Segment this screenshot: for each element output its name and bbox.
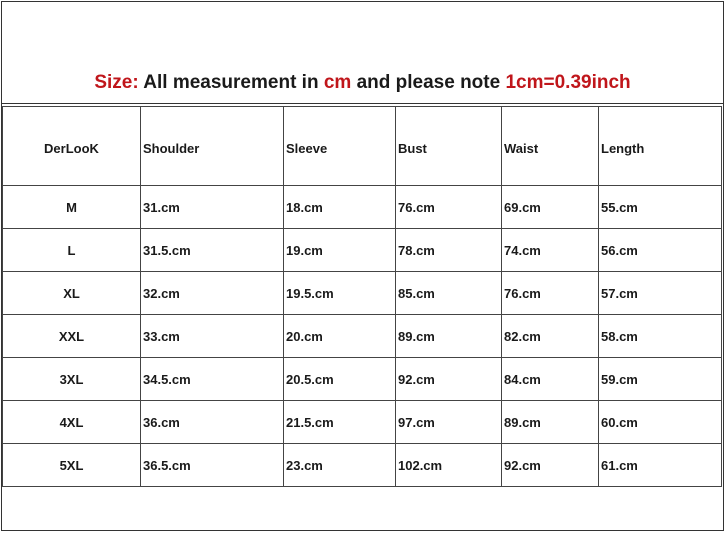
- table-row: [3, 358, 722, 401]
- measurement-cell: 85.cm: [396, 272, 502, 315]
- measurement-cell: 76.cm: [502, 272, 599, 315]
- size-chart-frame: [1, 1, 724, 531]
- size-cell: XL: [3, 272, 141, 315]
- measurement-cell: 89.cm: [502, 401, 599, 444]
- measurement-cell: 56.cm: [599, 229, 722, 272]
- header-cell: Shoulder: [141, 107, 284, 186]
- measurement-cell: 19.cm: [284, 229, 396, 272]
- table-row: [3, 229, 722, 272]
- header-cell: Sleeve: [284, 107, 396, 186]
- measurement-cell: 84.cm: [502, 358, 599, 401]
- measurement-cell: 20.cm: [284, 315, 396, 358]
- table-row: [3, 315, 722, 358]
- measurement-cell: 76.cm: [396, 186, 502, 229]
- size-cell: 3XL: [3, 358, 141, 401]
- measurement-cell: 58.cm: [599, 315, 722, 358]
- measurement-cell: 92.cm: [396, 358, 502, 401]
- unit-label: cm: [323, 72, 352, 93]
- measurement-cell: 57.cm: [599, 272, 722, 315]
- measurement-cell: 97.cm: [396, 401, 502, 444]
- measurement-cell: 74.cm: [502, 229, 599, 272]
- measurement-cell: 59.cm: [599, 358, 722, 401]
- measurement-cell: 69.cm: [502, 186, 599, 229]
- measurement-cell: 78.cm: [396, 229, 502, 272]
- size-chart-header: [2, 2, 723, 104]
- size-cell: M: [3, 186, 141, 229]
- measurement-cell: 20.5.cm: [284, 358, 396, 401]
- measurement-cell: 60.cm: [599, 401, 722, 444]
- size-chart-title: [2, 72, 723, 94]
- measurement-cell: 36.cm: [141, 401, 284, 444]
- measurement-cell: 19.5.cm: [284, 272, 396, 315]
- table-row: [3, 444, 722, 487]
- size-cell: 5XL: [3, 444, 141, 487]
- measurement-cell: 32.cm: [141, 272, 284, 315]
- size-cell: L: [3, 229, 141, 272]
- header-cell: Length: [599, 107, 722, 186]
- measurement-cell: 36.5.cm: [141, 444, 284, 487]
- size-cell: 4XL: [3, 401, 141, 444]
- measurement-cell: 61.cm: [599, 444, 722, 487]
- measurement-cell: 92.cm: [502, 444, 599, 487]
- header-cell: Bust: [396, 107, 502, 186]
- table-row: [3, 401, 722, 444]
- measurement-cell: 55.cm: [599, 186, 722, 229]
- title-text-2: and please note: [351, 72, 506, 93]
- title-text-1: All measurement in: [138, 72, 324, 93]
- measurement-cell: 34.5.cm: [141, 358, 284, 401]
- measurement-cell: 21.5.cm: [284, 401, 396, 444]
- empty-footer-row: [2, 490, 723, 530]
- table-header-row: [3, 107, 722, 186]
- measurement-cell: 33.cm: [141, 315, 284, 358]
- header-cell: DerLooK: [3, 107, 141, 186]
- measurement-cell: 18.cm: [284, 186, 396, 229]
- measurement-cell: 102.cm: [396, 444, 502, 487]
- measurement-cell: 31.cm: [141, 186, 284, 229]
- size-table: [2, 106, 722, 487]
- header-cell: Waist: [502, 107, 599, 186]
- size-label: Size:: [94, 72, 139, 93]
- measurement-cell: 89.cm: [396, 315, 502, 358]
- size-cell: XXL: [3, 315, 141, 358]
- table-row: [3, 272, 722, 315]
- measurement-cell: 23.cm: [284, 444, 396, 487]
- measurement-cell: 31.5.cm: [141, 229, 284, 272]
- conversion-note: 1cm=0.39inch: [505, 72, 631, 93]
- measurement-cell: 82.cm: [502, 315, 599, 358]
- table-row: [3, 186, 722, 229]
